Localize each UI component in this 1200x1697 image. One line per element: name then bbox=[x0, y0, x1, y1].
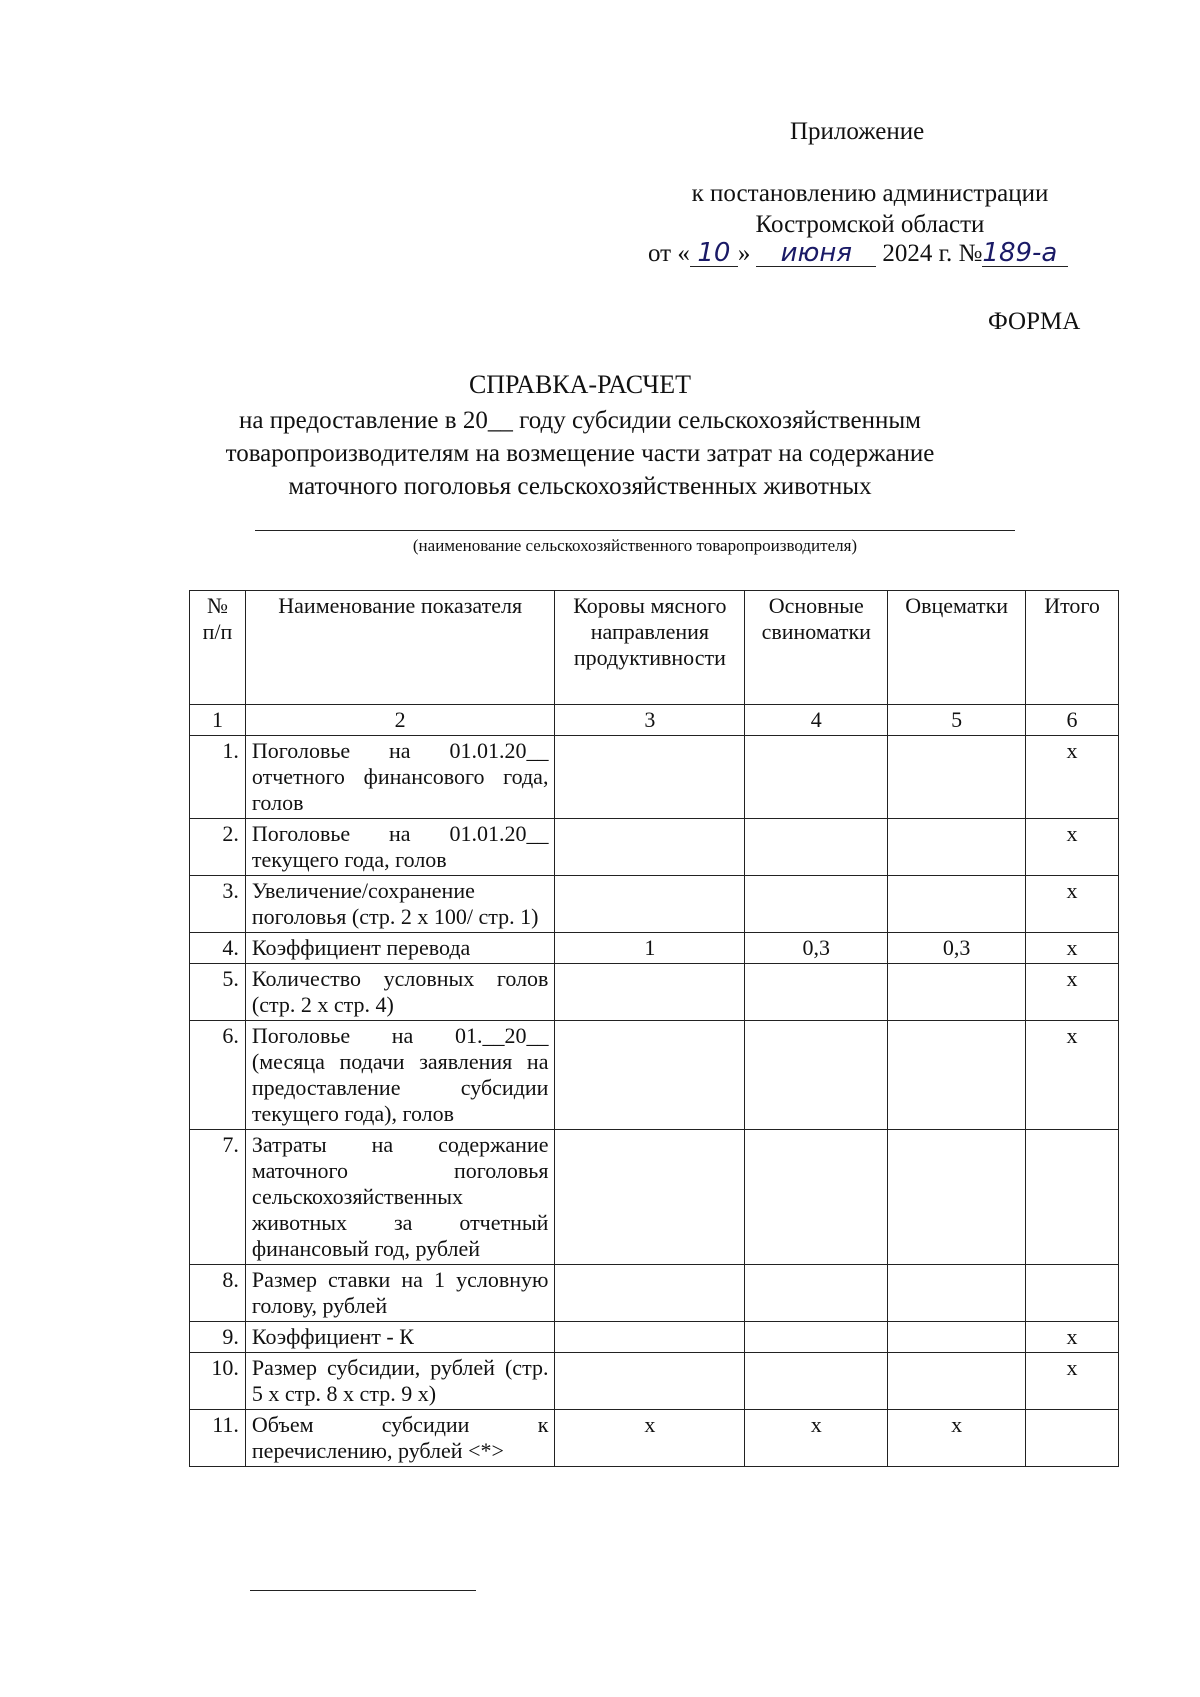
row-total-cell: х bbox=[1026, 933, 1119, 964]
producer-name-caption: (наименование сельскохозяйственного товаропроизводителя) bbox=[412, 536, 858, 555]
header-ewes: Овцематки bbox=[888, 591, 1026, 705]
row-ewes-cell bbox=[888, 1265, 1026, 1322]
row-sows-cell bbox=[745, 1021, 888, 1130]
row-total-cell bbox=[1026, 1265, 1119, 1322]
table-row bbox=[190, 1353, 1119, 1410]
document-subtitle bbox=[180, 404, 980, 503]
row-beef-cows-cell bbox=[555, 1322, 745, 1353]
row-total-cell: х bbox=[1026, 964, 1119, 1021]
row-ewes-cell bbox=[888, 1353, 1026, 1410]
row-number-cell: 1. bbox=[190, 736, 246, 819]
table-row bbox=[190, 964, 1119, 1021]
header-beef-cows: Коровы мясного направления продуктивности bbox=[555, 591, 745, 705]
appendix-label: Приложение bbox=[790, 118, 925, 145]
table-row bbox=[190, 736, 1119, 819]
row-beef-cows-cell: х bbox=[555, 1410, 745, 1467]
row-sows-cell bbox=[745, 1130, 888, 1265]
row-number-cell: 10. bbox=[190, 1353, 246, 1410]
row-name-cell: Затраты на содержание маточного поголовья сельскохозяйственных животных за отчетный финансовый год, рублей bbox=[245, 1130, 555, 1265]
subtitle-line-1: на предоставление в 20__ году субсидии сельскохозяйственным bbox=[238, 407, 921, 434]
row-total-cell: х bbox=[1026, 736, 1119, 819]
row-sows-cell bbox=[745, 1322, 888, 1353]
row-ewes-cell bbox=[888, 1322, 1026, 1353]
row-beef-cows-cell bbox=[555, 819, 745, 876]
row-beef-cows-cell: 1 bbox=[555, 933, 745, 964]
row-ewes-cell bbox=[888, 736, 1026, 819]
document-title: СПРАВКА-РАСЧЕТ bbox=[468, 370, 692, 399]
row-name-cell: Увеличение/сохранение поголовья (стр. 2 х 100/ стр. 1) bbox=[245, 876, 555, 933]
row-name-cell: Количество условных голов (стр. 2 х стр. 4) bbox=[245, 964, 555, 1021]
row-sows-cell bbox=[745, 819, 888, 876]
row-name-cell: Поголовье на 01.01.20__ отчетного финансового года, голов bbox=[245, 736, 555, 819]
row-beef-cows-cell bbox=[555, 1021, 745, 1130]
table-header-row bbox=[190, 591, 1119, 705]
row-number-cell: 5. bbox=[190, 964, 246, 1021]
producer-name-blank bbox=[255, 530, 1015, 531]
date-year: 2024 г. № bbox=[882, 240, 983, 267]
row-beef-cows-cell bbox=[555, 1353, 745, 1410]
row-number-cell: 3. bbox=[190, 876, 246, 933]
row-number-cell: 9. bbox=[190, 1322, 246, 1353]
date-prefix: от « bbox=[648, 240, 690, 267]
table-row bbox=[190, 819, 1119, 876]
row-number-cell: 7. bbox=[190, 1130, 246, 1265]
calculation-table bbox=[189, 590, 1119, 1467]
header-indicator-name: Наименование показателя bbox=[245, 591, 555, 705]
table-row bbox=[190, 1410, 1119, 1467]
row-beef-cows-cell bbox=[555, 876, 745, 933]
index-cell: 3 bbox=[555, 705, 745, 736]
index-cell: 1 bbox=[190, 705, 246, 736]
subtitle-line-3: маточного поголовья сельскохозяйственных животных bbox=[288, 473, 872, 500]
row-number-cell: 6. bbox=[190, 1021, 246, 1130]
row-sows-cell bbox=[745, 964, 888, 1021]
row-ewes-cell bbox=[888, 819, 1026, 876]
row-number-cell: 4. bbox=[190, 933, 246, 964]
index-cell: 4 bbox=[745, 705, 888, 736]
row-total-cell: х bbox=[1026, 1353, 1119, 1410]
row-sows-cell bbox=[745, 1353, 888, 1410]
index-cell: 5 bbox=[888, 705, 1026, 736]
header-sows: Основные свиноматки bbox=[745, 591, 888, 705]
row-beef-cows-cell bbox=[555, 736, 745, 819]
row-total-cell: х bbox=[1026, 1021, 1119, 1130]
row-total-cell: х bbox=[1026, 1322, 1119, 1353]
row-sows-cell: х bbox=[745, 1410, 888, 1467]
decree-date-line bbox=[648, 240, 1068, 268]
table-row bbox=[190, 1021, 1119, 1130]
footnote-separator bbox=[250, 1590, 476, 1591]
table-index-row bbox=[190, 705, 1119, 736]
row-name-cell: Коэффициент перевода bbox=[245, 933, 555, 964]
row-ewes-cell: х bbox=[888, 1410, 1026, 1467]
row-sows-cell bbox=[745, 1265, 888, 1322]
index-cell: 6 bbox=[1026, 705, 1119, 736]
row-name-cell: Размер ставки на 1 условную голову, рублей bbox=[245, 1265, 555, 1322]
row-name-cell: Поголовье на 01.__20__ (месяца подачи заявления на предоставление субсидии текущего года), голов bbox=[245, 1021, 555, 1130]
header-number: № п/п bbox=[190, 591, 246, 705]
table-body bbox=[190, 736, 1119, 1467]
date-mid: » bbox=[737, 240, 751, 267]
row-ewes-cell bbox=[888, 876, 1026, 933]
table-row bbox=[190, 1265, 1119, 1322]
table-row bbox=[190, 1322, 1119, 1353]
decree-line-1: к постановлению администрации bbox=[691, 180, 1049, 207]
table-row bbox=[190, 933, 1119, 964]
row-number-cell: 8. bbox=[190, 1265, 246, 1322]
row-sows-cell: 0,3 bbox=[745, 933, 888, 964]
row-ewes-cell: 0,3 bbox=[888, 933, 1026, 964]
decree-reference bbox=[640, 178, 1100, 240]
index-cell: 2 bbox=[245, 705, 555, 736]
header-total: Итого bbox=[1026, 591, 1119, 705]
table-row bbox=[190, 1130, 1119, 1265]
row-name-cell: Размер субсидии, рублей (стр. 5 х стр. 8 х стр. 9 х) bbox=[245, 1353, 555, 1410]
handwritten-number: 189-а bbox=[982, 240, 1068, 267]
subtitle-line-2: товаропроизводителям на возмещение части затрат на содержание bbox=[225, 440, 935, 467]
row-number-cell: 11. bbox=[190, 1410, 246, 1467]
row-beef-cows-cell bbox=[555, 1265, 745, 1322]
row-sows-cell bbox=[745, 876, 888, 933]
row-name-cell: Поголовье на 01.01.20__ текущего года, голов bbox=[245, 819, 555, 876]
handwritten-month: июня bbox=[756, 240, 876, 267]
row-total-cell: х bbox=[1026, 876, 1119, 933]
table-row bbox=[190, 876, 1119, 933]
row-ewes-cell bbox=[888, 1130, 1026, 1265]
row-beef-cows-cell bbox=[555, 964, 745, 1021]
row-name-cell: Коэффициент - К bbox=[245, 1322, 555, 1353]
row-number-cell: 2. bbox=[190, 819, 246, 876]
row-sows-cell bbox=[745, 736, 888, 819]
handwritten-day: 10 bbox=[690, 240, 738, 267]
row-total-cell bbox=[1026, 1130, 1119, 1265]
decree-line-2: Костромской области bbox=[755, 211, 985, 238]
row-beef-cows-cell bbox=[555, 1130, 745, 1265]
row-total-cell: х bbox=[1026, 819, 1119, 876]
row-ewes-cell bbox=[888, 964, 1026, 1021]
form-label: ФОРМА bbox=[988, 308, 1081, 335]
row-total-cell bbox=[1026, 1410, 1119, 1467]
row-name-cell: Объем субсидии к перечислению, рублей <*> bbox=[245, 1410, 555, 1467]
row-ewes-cell bbox=[888, 1021, 1026, 1130]
